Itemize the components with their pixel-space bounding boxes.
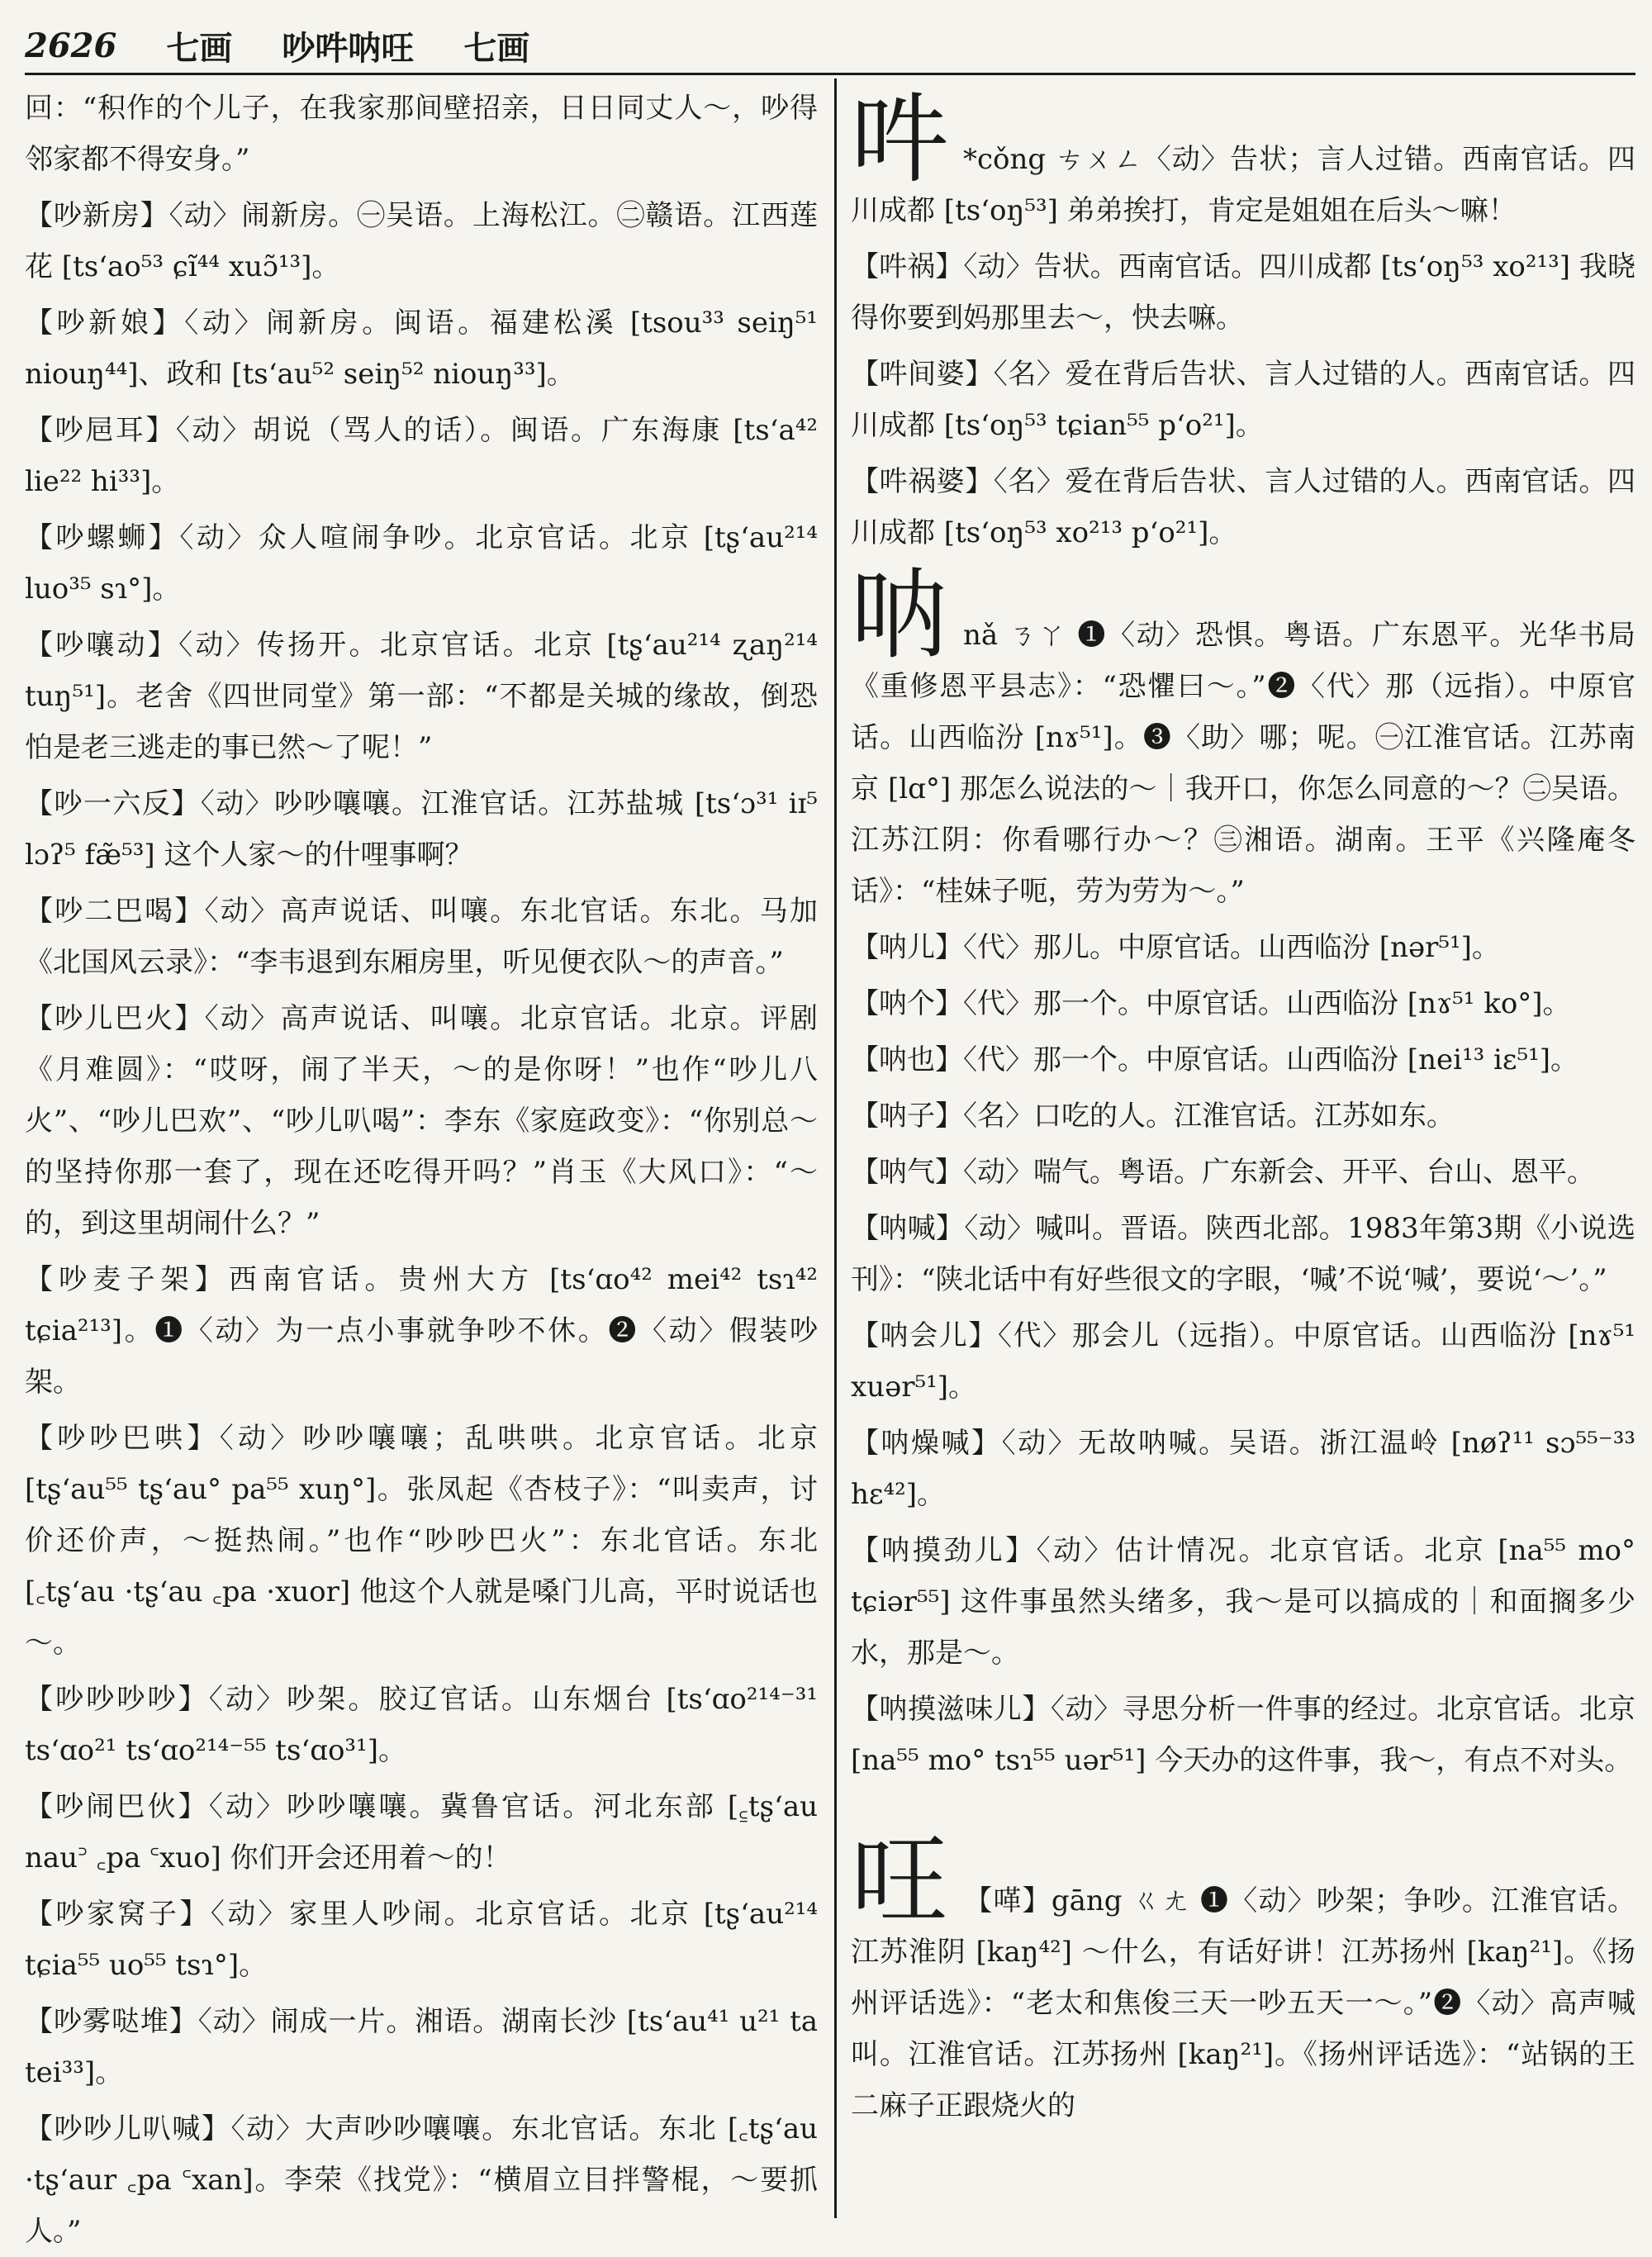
entry-na-mo-zi-wei-er: 【呐摸滋味儿】〈动〉寻思分析一件事的经过。北京官话。北京 [na⁵⁵ mo° tsɿ⁵⁵ uər⁵¹] 今天办的这件事，我～，有点不对头。: [851, 1693, 1635, 1777]
entry-chao-luo-si: 【吵螺蛳】〈动〉众人喧闹争吵。北京官话。北京 [tʂʻau²¹⁴ luo³⁵ sɿ°]。: [25, 521, 818, 606]
entry-chao-xin-niang: 【吵新娘】〈动〉闹新房。闽语。福建松溪 [tsou³³ seiŋ⁵¹ niouŋ⁴⁴]、政和 [tsʻau⁵² seiŋ⁵² niouŋ³³]。: [25, 306, 818, 391]
head-entry-gang: [851, 1824, 1635, 2131]
head-entry-gang-text: 【㗆】gāng ㄍㄤ ❶〈动〉吵架；争吵。江淮官话。江苏淮阴 [kaŋ⁴²] ～什么，有话好讲！江苏扬州 [kaŋ²¹]。《扬州评话选》：“老太和焦俊三天一吵五天一～。”❷〈动〉高声喊叫。江淮官话。江苏扬州 [kaŋ²¹]。《扬州评话选》：“站锅的王二麻子正跟烧火的: [851, 1884, 1635, 2122]
stroke-count-right: 七画: [463, 28, 530, 68]
head-character-gang: 㕵: [851, 1824, 949, 1938]
head-entry-cong: [851, 83, 1635, 236]
entry-na-mo-jin-er: 【呐摸劲儿】〈动〉估计情况。北京官话。北京 [na⁵⁵ mo° tɕiər⁵⁵] 这件事虽然头绪多，我～是可以搞成的｜和面搁多少水，那是～。: [851, 1534, 1635, 1670]
entry-na-hui-er: 【呐会儿】〈代〉那会儿（远指）。中原官话。山西临汾 [nɤ⁵¹ xuər⁵¹]。: [851, 1319, 1635, 1404]
page-number: 2626: [25, 26, 117, 65]
head-character-cong: 吽: [851, 83, 949, 197]
entry-chao-rang-dong: 【吵嚷动】〈动〉传扬开。北京官话。北京 [tʂʻau²¹⁴ ʐaŋ²¹⁴ tuŋ⁵¹]。老舍《四世同堂》第一部：“不都是关城的缘故，倒恐怕是老三逃走的事已然～了呢！”: [25, 629, 818, 764]
left-column: [25, 83, 818, 2248]
entry-chao-yi-liu-fan: 【吵一六反】〈动〉吵吵嚷嚷。江淮官话。江苏盐城 [tsʻɔ³¹ iɪ⁵ lɔʔ⁵ fæ̃⁵³] 这个人家～的什哩事啊？: [25, 787, 818, 872]
entry-chao-xin-fang: 【吵新房】〈动〉闹新房。㊀吴语。上海松江。㊁赣语。江西莲花 [tsʻao⁵³ ɕĩ⁴⁴ xuɔ̃¹³]。: [25, 199, 818, 283]
entry-chao-er-ba-he: 【吵二巴喝】〈动〉高声说话、叫嚷。东北官话。东北。马加《北国风云录》：“李韦退到东厢房里，听见便衣队～的声音。”: [25, 895, 818, 979]
entry-cong-huo: 【吽祸】〈动〉告状。西南官话。四川成都 [tsʻoŋ⁵³ xo²¹³] 我晓得你要到妈那里去～，快去嘛。: [851, 250, 1635, 335]
entry-chao-er-ba-huo: 【吵儿巴火】〈动〉高声说话、叫嚷。北京官话。北京。评剧《月难圆》：“哎呀，闹了半天，～的是你呀！”也作“吵儿八火”、“吵儿巴欢”、“吵儿叭喝”：李东《家庭政变》：“你别总～的坚持你那一套了，现在还吃得开吗？”肖玉《大风口》：“～的，到这里胡闹什么？”: [25, 1002, 818, 1240]
entry-na-qi: 【呐气】〈动〉喘气。粤语。广东新会、开平、台山、恩平。: [851, 1156, 1595, 1189]
continued-entry: 回：“积作的个儿子，在我家那间壁招亲，日日同丈人～，吵得邻家都不得安身。”: [25, 92, 818, 176]
head-entry-cong-text: *cǒng ㄘㄨㄥ〈动〉告状；言人过错。西南官话。四川成都 [tsʻoŋ⁵³] 弟弟挨打，肯定是姐姐在后头～嘛！: [851, 143, 1635, 227]
head-entry-na: [851, 558, 1635, 917]
right-column: [851, 83, 1635, 2222]
header-characters: 吵吽呐㕵: [282, 28, 415, 68]
entry-chao-wu-da-dui: 【吵雾哒堆】〈动〉闹成一片。湘语。湖南长沙 [tsʻau⁴¹ u²¹ ta tei³³]。: [25, 2005, 818, 2089]
entry-cong-huo-po: 【吽祸婆】〈名〉爱在背后告状、言人过错的人。西南官话。四川成都 [tsʻoŋ⁵³ xo²¹³ pʻo²¹]。: [851, 465, 1635, 549]
entry-cong-jian-po: 【吽间婆】〈名〉爱在背后告状、言人过错的人。西南官话。四川成都 [tsʻoŋ⁵³ tɕian⁵⁵ pʻo²¹]。: [851, 358, 1635, 442]
header-rule: [25, 73, 1635, 75]
entry-na-zao-han: 【呐燥喊】〈动〉无故呐喊。吴语。浙江温岭 [nøʔ¹¹ sɔ⁵⁵⁻³³ hɛ⁴²]。: [851, 1427, 1635, 1511]
entry-na-han: 【呐喊】〈动〉喊叫。晋语。陕西北部。1983年第3期《小说选刊》：“陕北话中有好些很文的字眼，‘喊’不说‘喊’，要说‘～’。”: [851, 1212, 1635, 1296]
column-divider: [834, 78, 837, 2218]
entry-na-ge: 【呐个】〈代〉那一个。中原官话。山西临汾 [nɤ⁵¹ ko°]。: [851, 987, 1571, 1020]
entry-chao-chao-ba-hong: 【吵吵巴哄】〈动〉吵吵嚷嚷；乱哄哄。北京官话。北京 [tʂʻau⁵⁵ tʂʻau° pa⁵⁵ xuŋ°]。张凤起《杏枝子》：“叫卖声，讨价还价声，～挺热闹。”也作“吵吵巴火”：东北官话。东北 [꜀tʂʻau ·tʂʻau ꜀pa ·xuor] 他这个人就是嗓门儿高，平时说话也～。: [25, 1422, 818, 1660]
head-entry-na-text: nǎ ㄋㄚ ❶〈动〉恐惧。粤语。广东恩平。光华书局《重修恩平县志》：“恐懼曰～。”❷〈代〉那（远指）。中原官话。山西临汾 [nɤ⁵¹]。❸〈助〉哪；呢。㊀江淮官话。江苏南京 [lɑ°] 那怎么说法的～｜我开口，你怎么同意的～？㊁吴语。江苏江阴：你看哪行办～？㊂湘语。湖南。王平《兴隆庵冬话》：“桂妹子呃，劳为劳为～。”: [851, 619, 1635, 908]
entry-na-er: 【呐儿】〈代〉那儿。中原官话。山西临汾 [nər⁵¹]。: [851, 931, 1500, 964]
entry-na-ye: 【呐也】〈代〉那一个。中原官话。山西临汾 [nei¹³ iɛ⁵¹]。: [851, 1043, 1579, 1076]
entry-na-zi: 【呐子】〈名〉口吃的人。江淮官话。江苏如东。: [851, 1100, 1455, 1133]
entry-chao-er: 【吵㞎耳】〈动〉胡说（骂人的话）。闽语。广东海康 [tsʻa⁴² lie²² hi³³]。: [25, 414, 818, 498]
stroke-count-left: 七画: [166, 28, 233, 68]
page-header: [25, 17, 1635, 74]
entry-chao-nao-ba-huo: 【吵闹巴伙】〈动〉吵吵嚷嚷。冀鲁官话。河北东部 [꜁tʂʻau nau꜄ ꜀pa ꜂xuo] 你们开会还用着～的！: [25, 1790, 818, 1874]
entry-chao-chao-er-ba-han: 【吵吵儿叭喊】〈动〉大声吵吵嚷嚷。东北官话。东北 [꜀tʂʻau ·tʂʻaur ꜀pa ꜂xan]。李荣《找党》：“横眉立目拌警棍，～要抓人。”: [25, 2112, 818, 2248]
head-character-na: 呐: [851, 558, 949, 672]
entry-chao-jia-wo-zi: 【吵家窝子】〈动〉家里人吵闹。北京官话。北京 [tʂʻau²¹⁴ tɕia⁵⁵ uo⁵⁵ tsɿ°]。: [25, 1898, 818, 1982]
entry-chao-mai-zi-jia: 【吵麦子架】西南官话。贵州大方 [tsʻɑo⁴² mei⁴² tsɿ⁴² tɕia²¹³]。❶〈动〉为一点小事就争吵不休。❷〈动〉假装吵架。: [25, 1263, 818, 1399]
entry-chao-chao-chao-chao: 【吵吵吵吵】〈动〉吵架。胶辽官话。山东烟台 [tsʻɑo²¹⁴⁻³¹ tsʻɑo²¹ tsʻɑo²¹⁴⁻⁵⁵ tsʻɑo³¹]。: [25, 1683, 818, 1767]
